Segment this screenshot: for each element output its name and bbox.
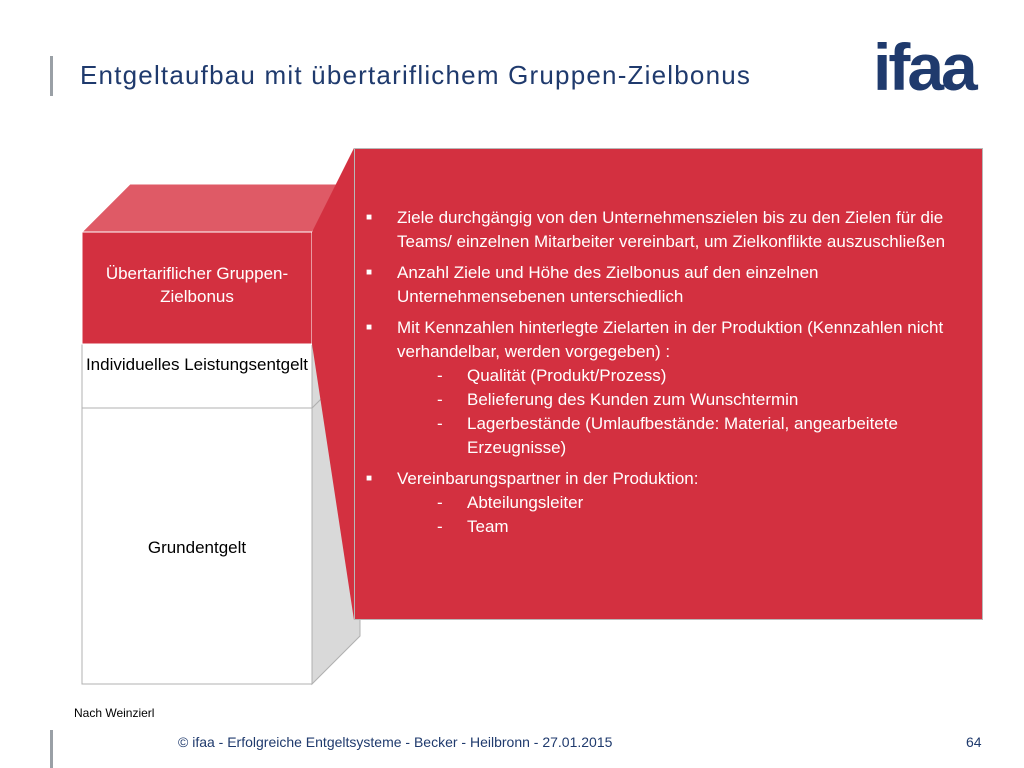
footer-accent-bar xyxy=(50,730,53,768)
bullet-item xyxy=(366,261,966,309)
sub-marker: - xyxy=(437,517,443,536)
bullet-marker: ■ xyxy=(366,267,373,278)
sub-item-text: Qualität (Produkt/Prozess) xyxy=(467,366,667,385)
middle-block-label: Individuelles Leistungsentgelt xyxy=(85,355,309,374)
bullet-marker: ■ xyxy=(366,473,373,484)
slide-title: Entgeltaufbau mit übertariflichem Gruppen-Zielbonus xyxy=(80,60,752,90)
footer-text: © ifaa - Erfolgreiche Entgeltsysteme - Becker - Heilbronn - 27.01.2015 xyxy=(178,734,613,750)
sub-item-text: Team xyxy=(467,517,509,536)
page-number: 64 xyxy=(966,734,982,750)
bullet-text: Anzahl Ziele und Höhe des Zielbonus auf den einzelnen Unternehmensebenen unterschiedlich xyxy=(397,263,819,306)
bullet-item xyxy=(366,206,966,254)
bullet-item xyxy=(366,467,966,539)
bullet-list xyxy=(366,206,966,546)
sub-item-text: Belieferung des Kunden zum Wunschtermin xyxy=(467,390,799,409)
sub-item xyxy=(397,515,966,539)
ifaa-logo: ifaa xyxy=(873,30,975,104)
sub-item-text: Lagerbestände (Umlaufbestände: Material, angearbeitete Erzeugnisse) xyxy=(467,414,898,457)
base-block-label: Grundentgelt xyxy=(147,538,247,557)
sub-item xyxy=(397,388,966,412)
sub-marker: - xyxy=(437,366,443,385)
top-block-label: Übertariflicher Gruppen-Zielbonus xyxy=(105,264,289,306)
sub-marker: - xyxy=(437,414,443,433)
bullet-text: Vereinbarungspartner in der Produktion: xyxy=(397,469,699,488)
sub-item xyxy=(397,364,966,388)
bullet-marker: ■ xyxy=(366,322,373,333)
bullet-item xyxy=(366,316,966,460)
sub-item xyxy=(397,412,966,460)
sub-marker: - xyxy=(437,390,443,409)
sub-marker: - xyxy=(437,493,443,512)
sub-item xyxy=(397,491,966,515)
source-note: Nach Weinzierl xyxy=(74,706,155,720)
bullet-text: Mit Kennzahlen hinterlegte Zielarten in der Produktion (Kennzahlen nicht verhandelbar, werden vorgegeben) : xyxy=(397,318,944,361)
bullet-text: Ziele durchgängig von den Unternehmenszielen bis zu den Zielen für die Teams/ einzelnen Mitarbeiter vereinbart, um Zielkonflikte auszuschließen xyxy=(397,208,946,251)
sub-item-text: Abteilungsleiter xyxy=(467,493,584,512)
bullet-marker: ■ xyxy=(366,212,373,223)
